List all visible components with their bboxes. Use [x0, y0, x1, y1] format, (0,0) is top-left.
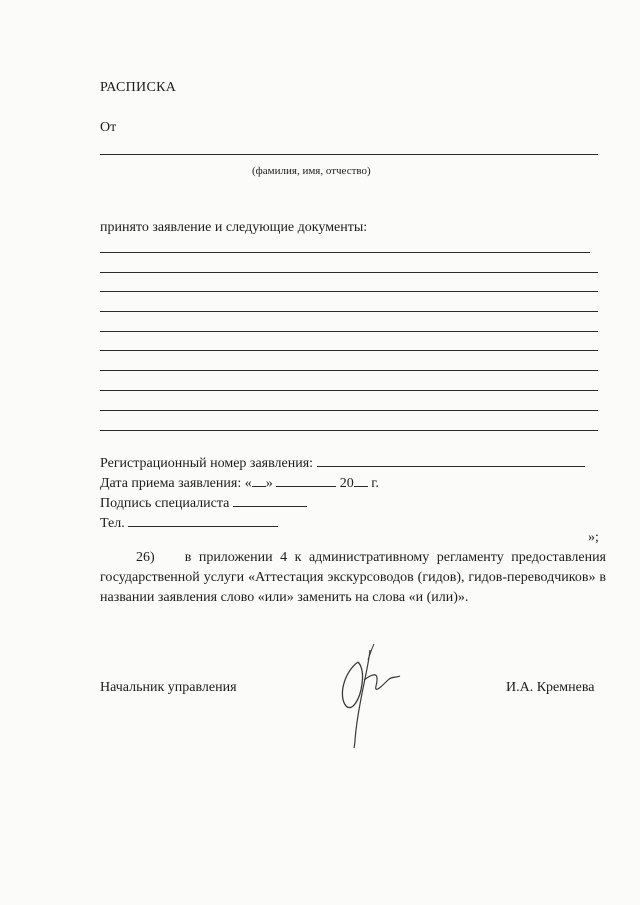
document-line [100, 410, 598, 411]
document-line [100, 291, 598, 292]
position-title: Начальник управления [100, 680, 237, 695]
from-label: От [100, 120, 117, 135]
year-prefix: 20 [339, 476, 354, 491]
document-line [100, 311, 598, 312]
date-label: Дата приема заявления: « [100, 476, 252, 491]
closing-quote: »; [588, 530, 599, 545]
signature-label: Подпись специалиста [100, 496, 230, 511]
amendment-text: в приложении 4 к административному регламенту предоставления государственной услуги «Аттестация экскурсоводов (гидов), гидов-переводчиков» в названии заявления слово «или» заменить на слова «и (или)». [100, 550, 606, 605]
document-line [100, 390, 598, 391]
date-row [100, 474, 379, 492]
year-field [354, 474, 368, 487]
reg-number-row [100, 454, 585, 472]
reg-number-label: Регистрационный номер заявления: [100, 456, 314, 471]
month-field [276, 474, 336, 487]
amendment-paragraph [100, 548, 606, 608]
date-mid: » [265, 476, 273, 491]
document-line [100, 350, 598, 351]
document-line [100, 331, 598, 332]
phone-field [128, 514, 278, 527]
year-suffix: г. [371, 476, 379, 491]
document-line [100, 370, 598, 371]
signature-row [100, 494, 307, 512]
accepted-text: принято заявление и следующие документы: [100, 220, 368, 235]
document-line [100, 252, 590, 253]
amendment-number: 26) [136, 550, 155, 565]
receipt-title: РАСПИСКА [100, 80, 177, 95]
document-line [100, 272, 598, 273]
day-field [252, 474, 266, 487]
document-line [100, 430, 598, 431]
phone-row [100, 514, 278, 532]
signer-name: И.А. Кремнева [506, 680, 595, 695]
phone-label: Тел. [100, 516, 125, 531]
name-hint: (фамилия, имя, отчество) [252, 165, 371, 177]
signature-field [233, 494, 307, 507]
reg-number-field [317, 454, 585, 467]
name-line [100, 154, 598, 155]
handwritten-signature [330, 640, 402, 750]
